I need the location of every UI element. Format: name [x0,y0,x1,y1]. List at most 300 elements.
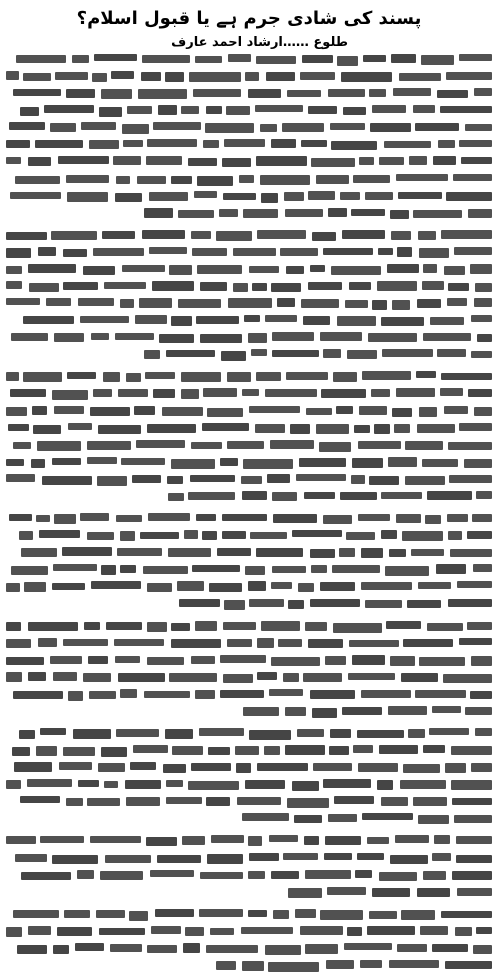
body-text-line [6,206,492,220]
body-text-line [6,851,492,865]
word-stroke [328,814,357,822]
word-stroke [358,441,401,449]
word-stroke [368,333,417,342]
word-stroke [202,423,249,431]
word-stroke [209,583,242,592]
word-stroke [14,762,52,772]
word-stroke [319,442,351,452]
article-headline: پسند کی شادی جرم ہے یا قبول اسلام؟ [76,8,422,29]
word-stroke [401,910,435,920]
word-stroke [269,689,303,696]
word-stroke [19,531,33,540]
word-stroke [248,910,267,917]
body-text-line [6,687,492,701]
word-stroke [83,673,111,682]
word-stroke [15,176,60,184]
word-stroke [36,515,50,522]
word-stroke [273,910,289,919]
word-stroke [147,424,196,433]
word-stroke [115,333,154,340]
word-stroke [101,747,127,757]
word-stroke [418,231,436,240]
word-stroke [459,423,492,431]
word-stroke [62,547,112,556]
word-stroke [422,281,444,290]
word-stroke [283,673,299,682]
word-stroke [147,622,167,632]
word-stroke [353,175,390,183]
word-stroke [413,210,462,218]
word-stroke [392,300,410,310]
word-stroke [67,372,96,379]
word-stroke [295,909,316,918]
word-stroke [272,566,306,573]
word-stroke [21,548,57,557]
word-stroke [116,176,130,184]
word-stroke [390,210,409,219]
body-text-line [6,296,492,310]
word-stroke [80,316,129,323]
body-text-line [6,279,492,293]
word-stroke [171,459,215,469]
word-stroke [362,371,411,380]
word-stroke [78,780,99,787]
word-stroke [178,299,221,308]
word-stroke [182,836,205,845]
word-stroke [139,298,172,308]
word-stroke [448,442,492,450]
word-stroke [355,870,372,878]
body-text-line [6,743,492,757]
body-text-line [6,455,492,469]
word-stroke [288,888,322,898]
word-stroke [123,140,143,147]
word-stroke [207,854,243,864]
body-text-line [6,172,492,186]
word-stroke [250,532,287,539]
word-stroke [441,911,492,918]
word-stroke [416,371,436,378]
word-stroke [265,389,317,397]
word-stroke [408,729,425,738]
word-stroke [52,583,85,590]
body-text-line [6,421,492,435]
word-stroke [168,548,211,557]
word-stroke [386,621,421,629]
word-stroke [387,264,419,273]
body-text-line [6,636,492,650]
word-stroke [450,549,492,557]
word-stroke [80,513,109,521]
word-stroke [331,266,381,275]
word-stroke [135,315,167,324]
word-stroke [308,191,335,200]
word-stroke [320,582,355,591]
word-stroke [77,870,94,879]
word-stroke [32,406,47,415]
word-stroke [271,283,301,292]
word-stroke [256,56,296,64]
word-stroke [445,961,492,969]
word-stroke [251,349,267,356]
word-stroke [357,853,384,860]
word-stroke [459,54,492,61]
word-stroke [28,622,78,631]
word-stroke [417,299,441,308]
word-stroke [151,926,181,934]
word-stroke [93,389,112,397]
word-stroke [235,746,259,755]
word-stroke [190,475,235,482]
word-stroke [287,90,321,97]
word-stroke [298,583,314,592]
word-stroke [28,264,76,273]
word-stroke [55,72,88,80]
word-stroke [23,372,62,382]
word-stroke [297,729,324,737]
word-stroke [147,657,184,665]
word-stroke [92,73,107,82]
word-stroke [206,945,258,953]
word-stroke [277,298,295,307]
word-stroke [83,266,115,275]
word-stroke [306,408,332,415]
word-stroke [244,315,260,322]
word-stroke [166,797,202,804]
word-stroke [207,408,243,417]
word-stroke [301,140,327,147]
word-stroke [72,55,89,63]
word-stroke [6,780,21,789]
word-stroke [90,836,141,843]
word-stroke [249,266,279,273]
word-stroke [331,141,377,150]
word-stroke [165,72,184,82]
word-stroke [446,192,492,201]
word-stroke [171,639,221,648]
word-stroke [184,530,198,539]
word-stroke [206,106,222,114]
word-stroke [241,927,293,934]
body-text-line [6,924,492,938]
word-stroke [54,514,76,524]
word-stroke [353,745,373,753]
word-stroke [10,389,46,397]
word-stroke [191,442,222,449]
word-stroke [134,406,155,415]
word-stroke [437,349,466,357]
body-text-line [6,154,492,168]
word-stroke [6,474,35,482]
word-stroke [19,730,35,739]
word-stroke [265,945,301,955]
word-stroke [6,71,19,80]
body-text-line [6,596,492,610]
word-stroke [6,836,36,844]
word-stroke [6,639,31,648]
word-stroke [285,209,323,217]
word-stroke [352,458,383,468]
word-stroke [118,389,148,397]
word-stroke [89,691,116,699]
word-stroke [328,208,347,217]
word-stroke [324,853,352,860]
word-stroke [208,747,230,755]
word-stroke [87,441,131,450]
word-stroke [454,815,492,823]
word-stroke [475,728,492,736]
word-stroke [327,887,366,895]
word-stroke [202,531,217,540]
word-stroke [475,283,492,292]
word-stroke [98,763,125,772]
word-stroke [149,192,188,201]
word-stroke [53,945,69,954]
word-stroke [132,475,161,483]
word-stroke [87,532,114,540]
word-stroke [471,351,492,358]
word-stroke [308,639,343,648]
word-stroke [349,640,399,647]
word-stroke [260,124,277,132]
word-stroke [120,565,136,573]
word-stroke [13,691,63,699]
word-stroke [471,656,492,666]
word-stroke [425,515,441,524]
word-stroke [223,193,256,200]
word-stroke [193,89,241,97]
word-stroke [227,441,264,449]
word-stroke [271,582,292,589]
body-text-line [6,438,492,452]
word-stroke [6,140,30,148]
word-stroke [372,300,387,310]
word-stroke [359,406,387,415]
word-stroke [249,853,279,861]
word-stroke [103,372,120,382]
word-stroke [81,122,116,130]
word-stroke [474,407,492,416]
word-stroke [248,89,281,98]
word-stroke [118,673,165,682]
word-stroke [453,174,492,181]
word-stroke [84,622,100,630]
word-stroke [423,333,471,341]
word-stroke [445,763,466,773]
word-stroke [337,316,376,326]
word-stroke [371,389,390,397]
word-stroke [101,89,132,99]
word-stroke [381,530,397,539]
body-text-line [6,704,492,718]
word-stroke [54,406,84,414]
word-stroke [16,55,66,63]
word-stroke [222,158,251,167]
word-stroke [432,944,468,952]
word-stroke [388,457,417,467]
word-stroke [248,333,267,343]
word-stroke [196,316,239,324]
body-text-line [6,262,492,276]
word-stroke [58,156,109,164]
word-stroke [363,55,386,62]
word-stroke [308,282,342,290]
word-stroke [199,909,243,917]
word-stroke [374,424,390,434]
body-text-line [6,511,492,525]
word-stroke [452,798,492,805]
word-stroke [334,796,374,804]
word-stroke [91,581,141,589]
word-stroke [471,315,492,322]
word-stroke [347,350,377,359]
word-stroke [64,910,90,918]
word-stroke [116,515,142,522]
word-stroke [223,622,256,630]
word-stroke [216,961,236,970]
word-stroke [378,248,393,255]
word-stroke [358,763,398,772]
word-stroke [197,265,242,274]
body-text-line [6,670,492,684]
word-stroke [171,316,192,326]
word-stroke [461,157,492,164]
word-stroke [13,442,31,449]
word-stroke [28,157,51,166]
word-stroke [379,872,417,881]
word-stroke [221,351,246,361]
word-stroke [211,835,244,843]
word-stroke [192,565,240,572]
word-stroke [304,836,319,845]
word-stroke [255,105,303,112]
body-text-line [6,120,492,134]
word-stroke [384,141,431,148]
word-stroke [6,459,24,466]
word-stroke [105,855,151,863]
word-stroke [142,55,190,63]
word-stroke [451,780,492,790]
word-stroke [257,763,308,771]
word-stroke [278,639,302,647]
word-stroke [362,813,413,820]
word-stroke [6,372,19,381]
word-stroke [391,231,411,240]
word-stroke [405,441,443,450]
word-stroke [53,564,97,571]
word-stroke [137,176,166,184]
word-stroke [470,691,492,699]
body-text-line [6,489,492,503]
word-stroke [97,476,127,486]
word-stroke [369,911,397,919]
word-stroke [8,424,29,431]
word-stroke [11,333,48,341]
word-stroke [323,248,373,255]
word-stroke [15,854,47,862]
word-stroke [99,928,145,935]
word-stroke [63,747,95,756]
word-stroke [242,813,289,821]
word-stroke [165,729,193,739]
body-text-line [6,103,492,117]
word-stroke [273,514,317,523]
word-stroke [367,837,389,844]
word-stroke [88,656,108,664]
word-stroke [166,350,215,357]
word-stroke [101,565,116,575]
word-stroke [147,583,172,592]
word-stroke [181,372,221,382]
word-stroke [219,209,238,217]
word-stroke [413,105,435,113]
word-stroke [333,623,382,633]
word-stroke [171,176,192,184]
word-stroke [432,853,451,861]
word-stroke [271,657,320,666]
word-stroke [40,728,66,735]
word-stroke [444,266,465,275]
word-stroke [191,763,231,771]
word-stroke [272,332,314,341]
word-stroke [35,140,83,148]
word-stroke [200,872,243,879]
word-stroke [12,747,30,756]
word-stroke [222,531,246,539]
word-stroke [403,639,453,647]
word-stroke [243,707,279,716]
word-stroke [50,656,82,664]
word-stroke [311,565,327,573]
word-stroke [249,406,300,413]
word-stroke [98,425,141,434]
word-stroke [138,89,187,99]
word-stroke [333,372,357,382]
word-stroke [448,531,462,540]
word-stroke [467,531,492,539]
word-stroke [360,960,382,968]
word-stroke [157,855,201,863]
word-stroke [390,656,415,666]
word-stroke [290,424,310,434]
word-stroke [23,316,74,324]
word-stroke [11,566,48,575]
body-text-line [6,52,492,66]
word-stroke [456,855,492,863]
word-stroke [239,175,254,183]
word-stroke [352,655,385,665]
word-stroke [241,476,262,484]
word-stroke [419,248,449,258]
word-stroke [294,815,322,823]
word-stroke [147,139,197,147]
word-stroke [340,192,360,200]
word-stroke [465,707,492,715]
word-stroke [27,779,72,787]
word-stroke [117,548,162,556]
word-stroke [166,780,183,787]
word-stroke [328,89,365,97]
word-stroke [52,458,81,465]
word-stroke [302,55,333,63]
word-stroke [389,960,439,968]
body-text-line [6,833,492,847]
word-stroke [188,158,217,166]
word-stroke [413,797,447,806]
word-stroke [348,673,395,680]
body-text-line [6,69,492,83]
word-stroke [31,459,45,468]
